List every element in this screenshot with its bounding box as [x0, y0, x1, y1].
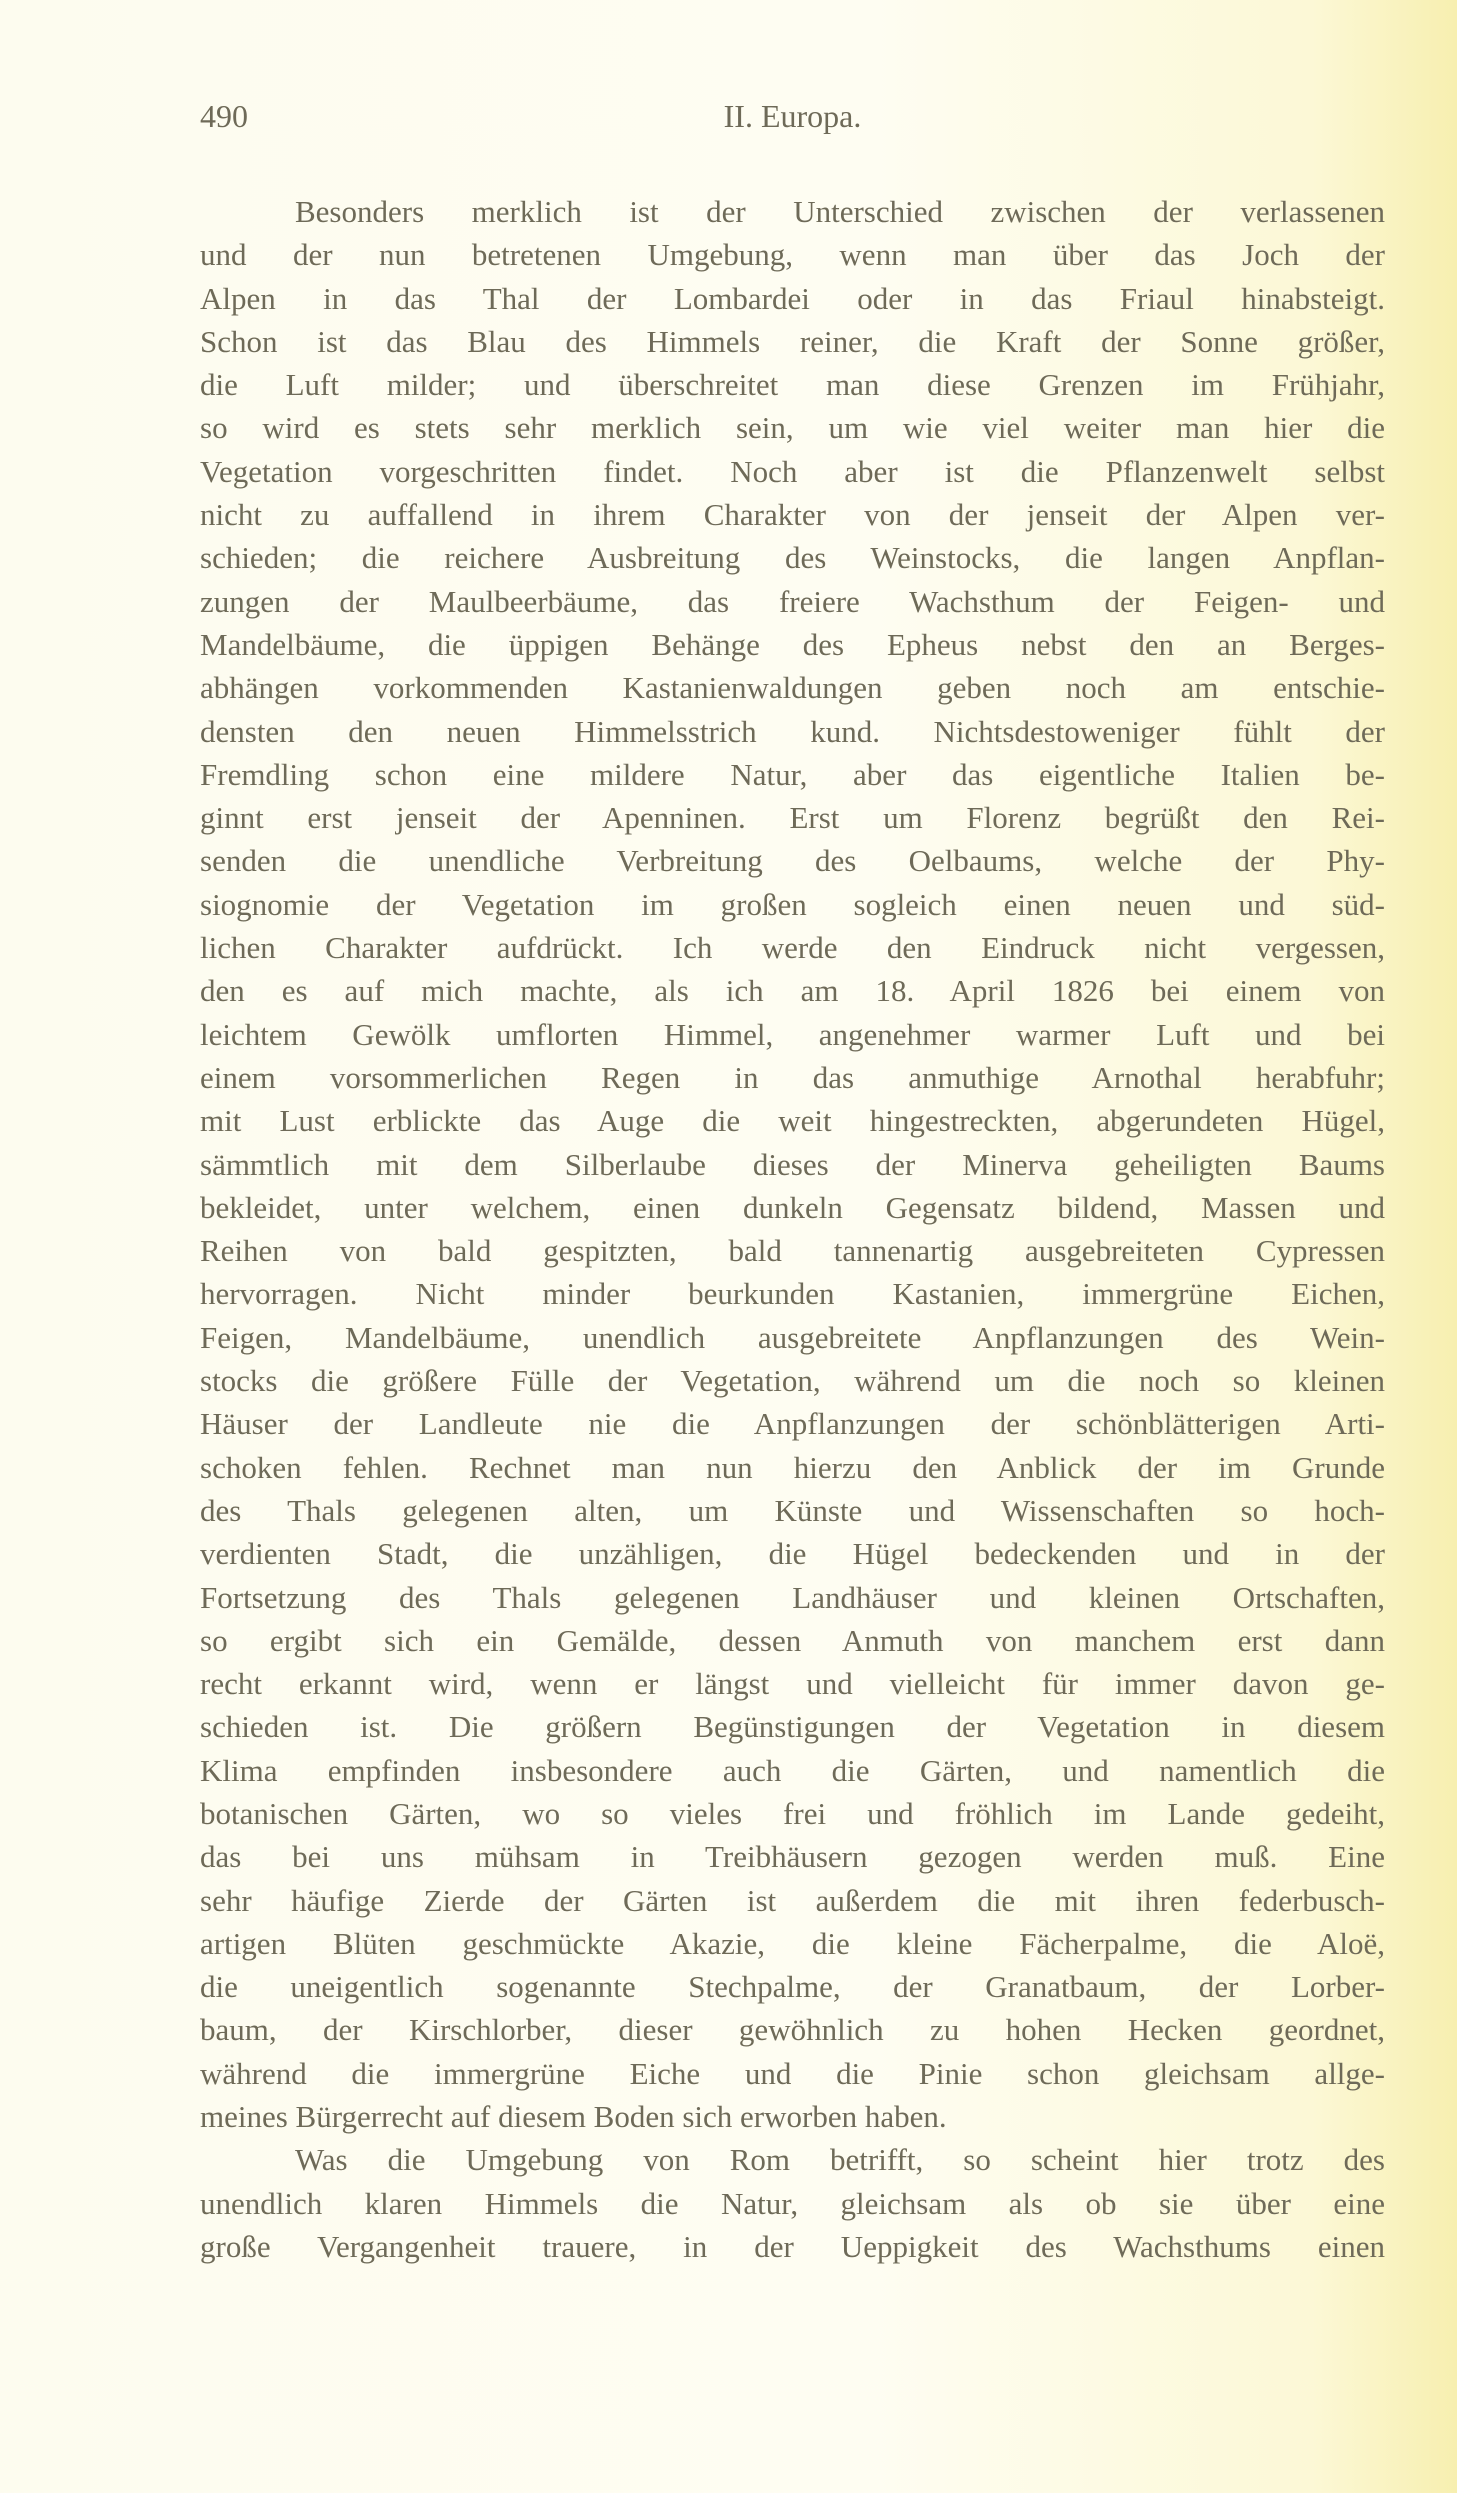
text-line: Vegetation vorgeschritten findet. Noch aber ist die Pflanzenwelt selbst: [200, 453, 1385, 489]
text-line: lichen Charakter aufdrückt. Ich werde den Eindruck nicht vergessen,: [200, 930, 1385, 966]
page-body-text: [200, 190, 1385, 2268]
text-line: die Luft milder; und überschreitet man diese Grenzen im Frühjahr,: [200, 367, 1385, 403]
page-header: [200, 98, 1385, 142]
text-line: den es auf mich machte, als ich am 18. April 1826 bei einem von: [200, 973, 1385, 1009]
text-line: und der nun betretenen Umgebung, wenn man über das Joch der: [200, 237, 1385, 273]
text-line: nicht zu auffallend in ihrem Charakter von der jenseit der Alpen ver-: [200, 497, 1385, 533]
text-line: densten den neuen Himmelsstrich kund. Nichtsdestoweniger fühlt der: [200, 713, 1385, 749]
text-line: Alpen in das Thal der Lombardei oder in das Friaul hinabsteigt.: [200, 280, 1385, 316]
text-line: siognomie der Vegetation im großen sogleich einen neuen und süd-: [200, 886, 1385, 922]
text-line: sehr häufige Zierde der Gärten ist außerdem die mit ihren federbusch-: [200, 1882, 1385, 1918]
text-line: botanischen Gärten, wo so vieles frei und fröhlich im Lande gedeiht,: [200, 1795, 1385, 1831]
text-line: Feigen, Mandelbäume, unendlich ausgebreitete Anpflanzungen des Wein-: [200, 1319, 1385, 1355]
text-line: Was die Umgebung von Rom betrifft, so scheint hier trotz des: [295, 2142, 1385, 2178]
text-line: Fortsetzung des Thals gelegenen Landhäuser und kleinen Ortschaften,: [200, 1579, 1385, 1615]
text-line: große Vergangenheit trauere, in der Ueppigkeit des Wachsthums einen: [200, 2228, 1385, 2264]
text-line: bekleidet, unter welchem, einen dunkeln Gegensatz bildend, Massen und: [200, 1189, 1385, 1225]
text-line: Schon ist das Blau des Himmels reiner, die Kraft der Sonne größer,: [200, 323, 1385, 359]
page-number: 490: [200, 98, 248, 134]
text-line: schieden; die reichere Ausbreitung des Weinstocks, die langen Anpflan-: [200, 540, 1385, 576]
text-line: leichtem Gewölk umflorten Himmel, angenehmer warmer Luft und bei: [200, 1016, 1385, 1052]
text-line: Häuser der Landleute nie die Anpflanzungen der schönblätterigen Arti-: [200, 1406, 1385, 1442]
text-line: Mandelbäume, die üppigen Behänge des Epheus nebst den an Berges-: [200, 626, 1385, 662]
text-line: verdienten Stadt, die unzähligen, die Hügel bedeckenden und in der: [200, 1536, 1385, 1572]
text-line: Besonders merklich ist der Unterschied zwischen der verlassenen: [295, 194, 1385, 229]
text-line: artigen Blüten geschmückte Akazie, die kleine Fächerpalme, die Aloë,: [200, 1925, 1385, 1961]
text-line: während die immergrüne Eiche und die Pinie schon gleichsam allge-: [200, 2055, 1385, 2091]
text-line: mit Lust erblickte das Auge die weit hingestreckten, abgerundeten Hügel,: [200, 1103, 1385, 1139]
text-line: so ergibt sich ein Gemälde, dessen Anmuth von manchem erst dann: [200, 1622, 1385, 1658]
running-title: II. Europa.: [723, 98, 862, 134]
text-line: so wird es stets sehr merklich sein, um wie viel weiter man hier die: [200, 410, 1385, 446]
text-line: schieden ist. Die größern Begünstigungen der Vegetation in diesem: [200, 1709, 1385, 1745]
text-line: sämmtlich mit dem Silberlaube dieses der Minerva geheiligten Baums: [200, 1146, 1385, 1182]
text-line: recht erkannt wird, wenn er längst und vielleicht für immer davon ge-: [200, 1666, 1385, 1702]
text-line: unendlich klaren Himmels die Natur, gleichsam als ob sie über eine: [200, 2185, 1385, 2221]
text-line: Klima empfinden insbesondere auch die Gärten, und namentlich die: [200, 1752, 1385, 1788]
text-line: zungen der Maulbeerbäume, das freiere Wachsthum der Feigen- und: [200, 583, 1385, 619]
text-line: abhängen vorkommenden Kastanienwaldungen geben noch am entschie-: [200, 670, 1385, 706]
text-line: das bei uns mühsam in Treibhäusern gezogen werden muß. Eine: [200, 1839, 1385, 1875]
text-line: senden die unendliche Verbreitung des Oelbaums, welche der Phy-: [200, 843, 1385, 879]
text-line: die uneigentlich sogenannte Stechpalme, der Granatbaum, der Lorber-: [200, 1969, 1385, 2005]
text-line: meines Bürgerrecht auf diesem Boden sich erworben haben.: [200, 2099, 947, 2135]
text-line: Fremdling schon eine mildere Natur, aber das eigentliche Italien be-: [200, 756, 1385, 792]
text-line: baum, der Kirschlorber, dieser gewöhnlich zu hohen Hecken geordnet,: [200, 2012, 1385, 2048]
text-line: ginnt erst jenseit der Apenninen. Erst um Florenz begrüßt den Rei-: [200, 800, 1385, 836]
text-line: stocks die größere Fülle der Vegetation, während um die noch so kleinen: [200, 1363, 1385, 1399]
text-line: schoken fehlen. Rechnet man nun hierzu den Anblick der im Grunde: [200, 1449, 1385, 1485]
text-line: Reihen von bald gespitzten, bald tannenartig ausgebreiteten Cypressen: [200, 1233, 1385, 1269]
text-line: des Thals gelegenen alten, um Künste und Wissenschaften so hoch-: [200, 1492, 1385, 1528]
text-line: hervorragen. Nicht minder beurkunden Kastanien, immergrüne Eichen,: [200, 1276, 1385, 1312]
text-line: einem vorsommerlichen Regen in das anmuthige Arnothal herabfuhr;: [200, 1059, 1385, 1095]
